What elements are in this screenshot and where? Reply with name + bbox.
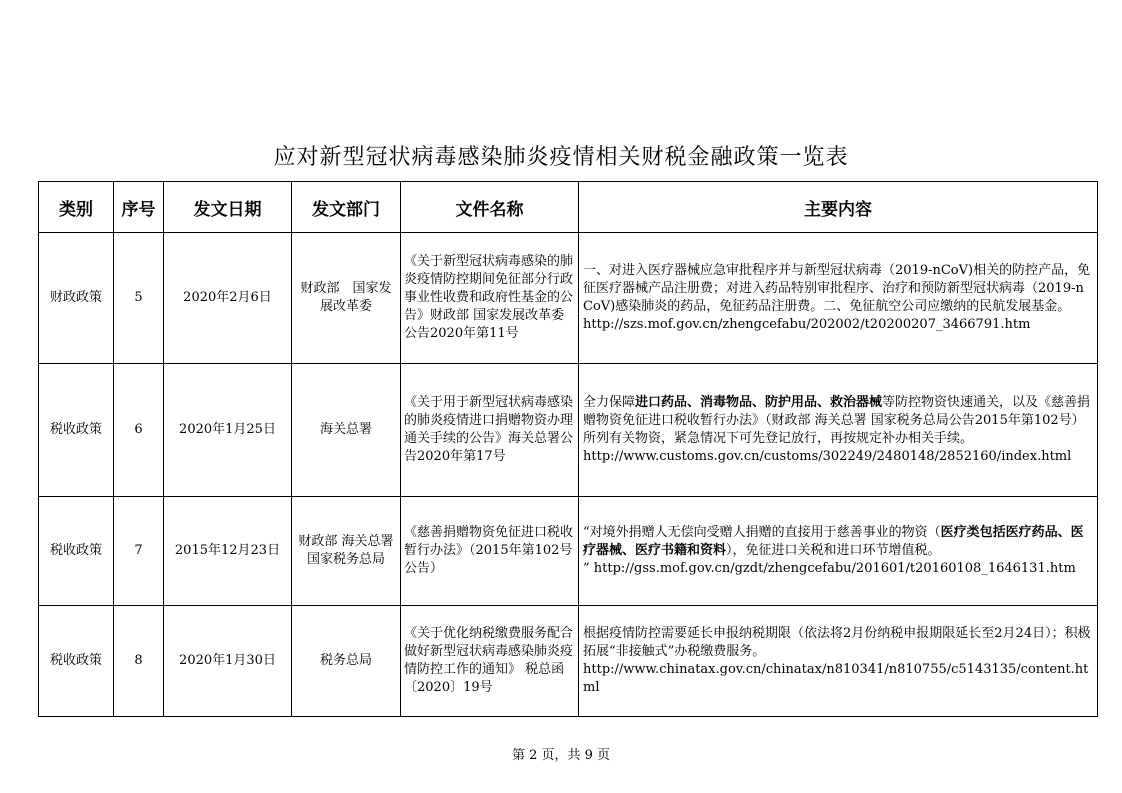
header-department: 发文部门 [292,182,401,233]
cell-category: 财政政策 [39,233,114,364]
content-url: http://www.chinatax.gov.cn/chinatax/n810341/n810755/c5143135/content.html [583,662,1089,695]
content-url: http://szs.mof.gov.cn/zhengcefabu/202002/t20200207_3466791.htm [583,317,1031,332]
cell-number: 5 [114,233,164,364]
content-text-post: ），免征进口关税和进口环节增值税。 [726,543,941,558]
policy-table [38,181,1098,717]
cell-date: 2020年1月25日 [164,364,292,497]
content-url: ” http://gss.mof.gov.cn/gzdt/zhengcefabu/201601/t20160108_1646131.htm [583,561,1076,576]
cell-category: 税收政策 [39,497,114,606]
cell-department: 海关总署 [292,364,401,497]
cell-number: 8 [114,606,164,717]
header-main-content: 主要内容 [579,182,1098,233]
page-footer: 第 2 页，共 9 页 [511,748,611,763]
cell-department: 税务总局 [292,606,401,717]
cell-document-name: 《关于新型冠状病毒感染的肺炎疫情防控期间免征部分行政事业性收费和政府性基金的公告》财政部 国家发展改革委公告2020年第11号 [401,233,579,364]
header-number: 序号 [114,182,164,233]
cell-document-name: 《关于优化纳税缴费服务配合做好新型冠状病毒感染肺炎疫情防控工作的通知》 税总函〔2020〕19号 [401,606,579,717]
document-title: 应对新型冠状病毒感染肺炎疫情相关财税金融政策一览表 [273,145,849,170]
cell-number: 6 [114,364,164,497]
header-date: 发文日期 [164,182,292,233]
header-document-name: 文件名称 [401,182,579,233]
content-text-bold: 医疗类包括医疗药品、医疗器械、医疗书籍和资料 [583,525,1084,558]
content-text-pre: 全力保障 [583,395,636,410]
content-text-pre: “对境外捐赠人无偿向受赠人捐赠的直接用于慈善事业的物资（ [583,525,941,540]
content-text: 根据疫情防控需要延长申报纳税期限（依法将2月份纳税申报期限延长至2月24日）；积极拓展“非接触式”办税缴费服务。 [583,626,1091,659]
table-row [39,364,1098,497]
header-category: 类别 [39,182,114,233]
cell-main-content [579,497,1098,606]
cell-document-name: 《慈善捐赠物资免征进口税收暂行办法》（2015年第102号公告） [401,497,579,606]
cell-category: 税收政策 [39,606,114,717]
cell-main-content [579,233,1098,364]
content-text-bold: 进口药品、消毒物品、防护用品、救治器械 [635,395,883,410]
table-row [39,606,1098,717]
table-row [39,497,1098,606]
cell-category: 税收政策 [39,364,114,497]
cell-department: 财政部 国家发展改革委 [292,233,401,364]
table-header-row [39,182,1098,233]
cell-main-content [579,364,1098,497]
content-url: http://www.customs.gov.cn/customs/302249/2480148/2852160/index.html [583,449,1072,464]
cell-department: 财政部 海关总署 国家税务总局 [292,497,401,606]
cell-date: 2015年12月23日 [164,497,292,606]
content-text-post: 等防控物资快速通关，以及《慈善捐赠物资免征进口税收暂行办法》（财政部 海关总署 国家税务总局公告2015年第102号）所列有关物资，紧急情况下可先登记放行，再按规定补办相关手续。 [583,395,1091,446]
cell-document-name: 《关于用于新型冠状病毒感染的肺炎疫情进口捐赠物资办理通关手续的公告》海关总署公告2020年第17号 [401,364,579,497]
content-text: 一、对进入医疗器械应急审批程序并与新型冠状病毒（2019-nCoV)相关的防控产品，免征医疗器械产品注册费；对进入药品特别审批程序、治疗和预防新型冠状病毒（2019-nCoV)感染肺炎的药品，免征药品注册费。二、免征航空公司应缴纳的民航发展基金。 [583,263,1091,314]
cell-date: 2020年1月30日 [164,606,292,717]
cell-date: 2020年2月6日 [164,233,292,364]
table-row [39,233,1098,364]
cell-number: 7 [114,497,164,606]
cell-main-content [579,606,1098,717]
